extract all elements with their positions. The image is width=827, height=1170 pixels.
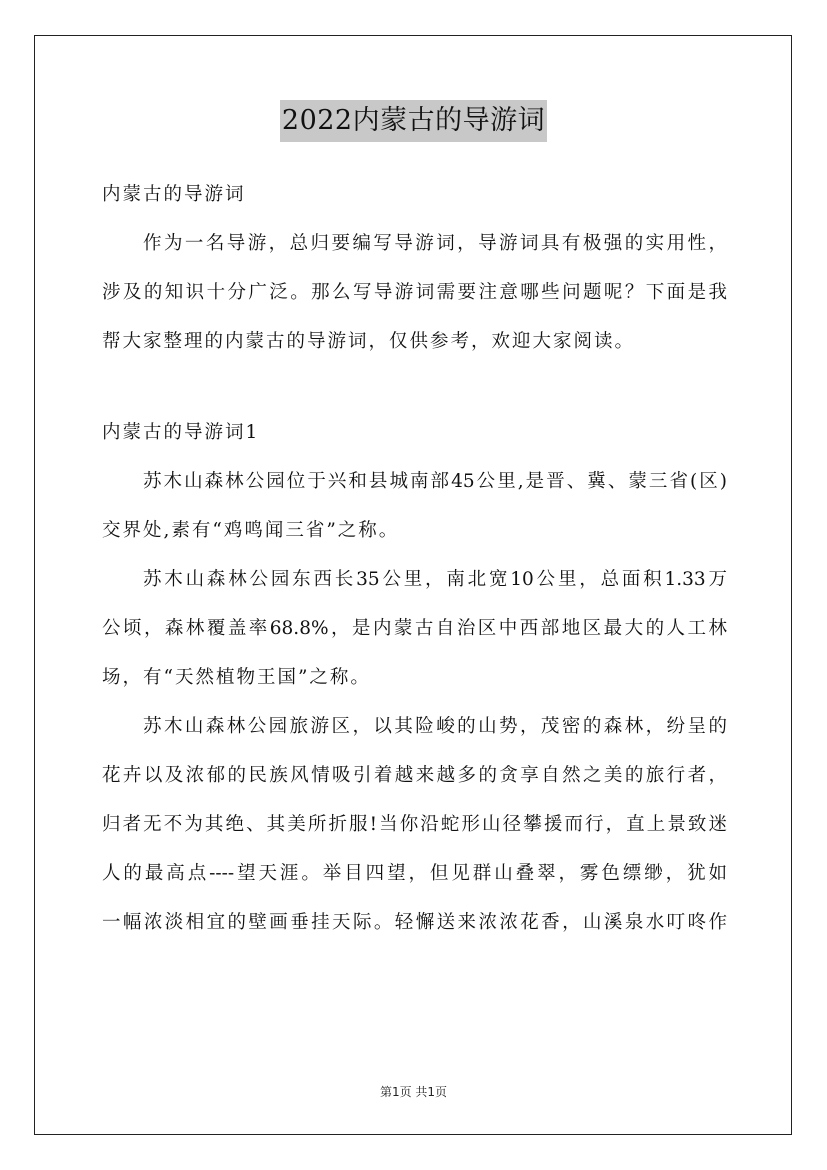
intro-heading: 内蒙古的导游词 — [102, 184, 246, 205]
title-area — [0, 100, 827, 142]
intro-line: 帮大家整理的内蒙古的导游词，仅供参考，欢迎大家阅读。 — [102, 331, 636, 352]
intro-line: 涉及的知识十分广泛。那么写导游词需要注意哪些问题呢？下面是我 — [102, 282, 727, 303]
paragraph-line: 人的最高点----望天涯。举目四望，但见群山叠翠，雾色缥缈，犹如 — [102, 863, 727, 884]
paragraph-line: 一幅浓淡相宜的壁画垂挂天际。轻懈送来浓浓花香，山溪泉水叮咚作 — [102, 912, 727, 933]
paragraph-gap — [102, 366, 727, 408]
paragraph-line: 苏木山森林公园旅游区，以其险峻的山势，茂密的森林，纷呈的 — [143, 716, 727, 737]
paragraph-line: 苏木山森林公园位于兴和县城南部45公里,是晋、冀、蒙三省(区) — [143, 471, 727, 492]
page-footer — [0, 1083, 827, 1100]
intro-line: 作为一名导游，总归要编写导游词，导游词具有极强的实用性， — [143, 233, 727, 254]
paragraph-line: 交界处,素有“鸡鸣闻三省”之称。 — [102, 520, 400, 541]
section-heading: 内蒙古的导游词1 — [102, 422, 260, 443]
paragraph-line: 花卉以及浓郁的民族风情吸引着越来越多的贪享自然之美的旅行者， — [102, 765, 727, 786]
paragraph-line: 苏木山森林公园东西长35公里，南北宽10公里，总面积1.33万 — [143, 569, 727, 590]
page-number: 第1页 共1页 — [379, 1085, 448, 1099]
paragraph-line: 公顷，森林覆盖率68.8%，是内蒙古自治区中西部地区最大的人工林 — [102, 618, 727, 639]
document-body — [102, 170, 727, 947]
paragraph-line: 场，有“天然植物王国”之称。 — [102, 667, 371, 688]
document-title: 2022内蒙古的导游词 — [280, 100, 547, 142]
paragraph-line: 归者无不为其绝、其美所折服!当你沿蛇形山径攀援而行，直上景致迷 — [102, 814, 727, 835]
